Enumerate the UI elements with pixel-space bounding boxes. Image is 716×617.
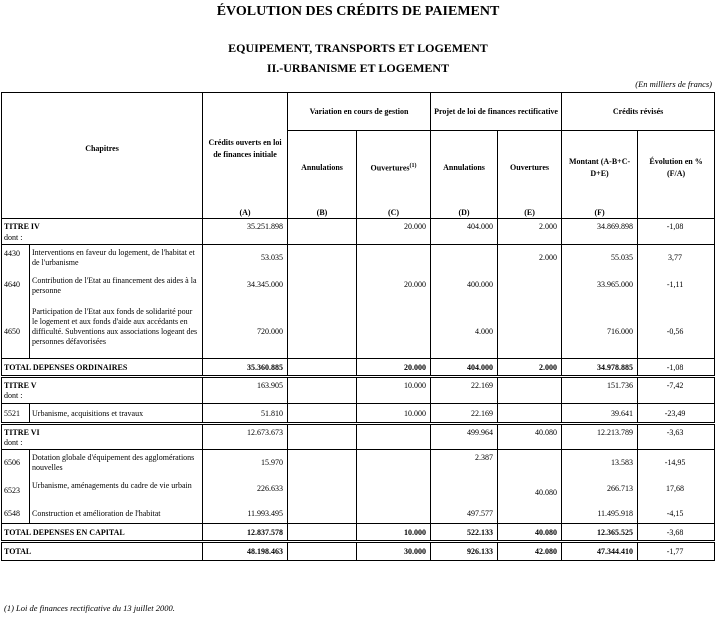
letter-e: (E) — [498, 205, 562, 219]
header-credits-ouverts: Crédits ouverts en loi de finances initiale — [203, 93, 288, 205]
table-row: dont : — [2, 233, 715, 245]
letter-c: (C) — [357, 205, 431, 219]
header-montant: Montant (A-B+C-D+E) — [562, 131, 638, 205]
table-row: dont : — [2, 391, 715, 403]
header-evolution: Évolution en % (F/A) — [638, 131, 715, 205]
header-variation-group: Variation en cours de gestion — [288, 93, 431, 131]
table-row-total: TOTAL DEPENSES EN CAPITAL 12.837.578 10.000 522.133 40.080 12.365.525 -3,68 — [2, 524, 715, 542]
table-row: 5521 Urbanisme, acquisitions et travaux 51.810 10.000 22.169 39.641 -23,49 — [2, 403, 715, 423]
letter-f: (F) — [562, 205, 638, 219]
header-chapitres: Chapitres — [2, 93, 203, 205]
header-annulations: Annulations — [288, 131, 357, 205]
table-row: TITRE VI 12.673.673 499.964 40.080 12.213.789 -3,63 — [2, 423, 715, 438]
ministry-subtitle: EQUIPEMENT, TRANSPORTS ET LOGEMENT — [228, 41, 488, 55]
header-projet-group: Projet de loi de finances rectificative — [431, 93, 562, 131]
header-ouvertures-2: Ouvertures — [498, 131, 562, 205]
header-annulations-2: Annulations — [431, 131, 498, 205]
letter-b: (B) — [288, 205, 357, 219]
footnote: (1) Loi de finances rectificative du 13 juillet 2000. — [4, 603, 175, 613]
header-ouvertures: Ouvertures$^{(1)}$ — [357, 131, 431, 205]
table-row: 6523 Urbanisme, aménagements du cadre de vie urbain 226.633 40.080 266.713 17,68 — [2, 478, 715, 506]
table-row: 4430 Interventions en faveur du logement, de l'habitat et de l'urbanisme 53.035 2.000 55.035 3,77 — [2, 245, 715, 276]
table-row: 4640 Contribution de l'Etat au financement des aides à la personne 34.345.000 20.000 400.000 33.965.000 -1,11 — [2, 276, 715, 307]
letter-a: (A) — [203, 205, 288, 219]
unit-note: (En milliers de francs) — [635, 79, 712, 89]
table-row: TITRE V 163.905 10.000 22.169 151.736 -7,42 — [2, 377, 715, 392]
table-row: TITRE IV 35.251.898 20.000 404.000 2.000 34.869.898 -1,08 — [2, 219, 715, 233]
footnote-marker: (1) — [409, 163, 417, 170]
credits-table — [1, 92, 715, 561]
table-row-grand-total: TOTAL 48.198.463 30.000 926.133 42.080 47.344.410 -1,77 — [2, 542, 715, 561]
table-row: 4650 Participation de l'Etat aux fonds de solidarité pour le logement et aux fonds d'aide aux accédants en difficulté. Subventions aux associations logeant des personnes défavorisées 720.000 4.000 716.000 -0,56 — [2, 307, 715, 359]
section-subtitle: II.-URBANISME ET LOGEMENT — [266, 61, 450, 75]
table-row-total: TOTAL DEPENSES ORDINAIRES 35.360.885 20.000 404.000 2.000 34.978.885 -1,08 — [2, 359, 715, 377]
table-row: dont : — [2, 438, 715, 450]
page-title: ÉVOLUTION DES CRÉDITS DE PAIEMENT — [216, 4, 500, 19]
table-row: 6548 Construction et amélioration de l'habitat 11.993.495 497.577 11.495.918 -4,15 — [2, 506, 715, 524]
letter-d: (D) — [431, 205, 498, 219]
table-row: 6506 Dotation globale d'équipement des agglomérations nouvelles 15.970 2.387 13.583 -14,95 — [2, 450, 715, 478]
header-revises-group: Crédits révisés — [562, 93, 715, 131]
